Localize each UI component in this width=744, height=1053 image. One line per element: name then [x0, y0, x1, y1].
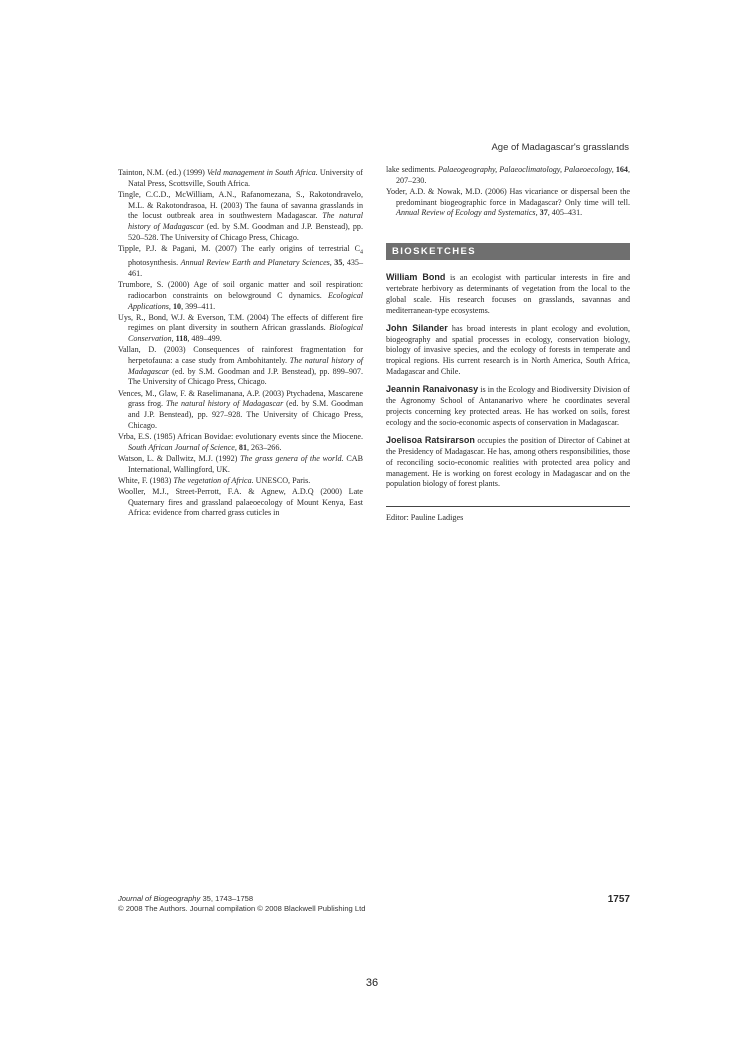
reference-text: The natural history of Madagascar — [128, 356, 364, 376]
divider-rule — [386, 506, 630, 507]
reference-text: , 207–230. — [396, 165, 630, 185]
reference-text: Watson, L. & Dallwitz, M.J. (1992) — [118, 453, 241, 463]
biosketch-text: occupies the position of Director of Cabinet at the Presidency of Madagascar. He has, among others responsibilities, those of reconciling socio-economic realities with protected area policy and management. He is working on forest ecology in Madagascar and on the population biology of forest plants. — [386, 435, 630, 489]
biosketch-entry — [386, 272, 630, 317]
reference-text: 81 — [238, 442, 247, 452]
reference-text: The natural history of Madagascar — [165, 399, 284, 409]
reference-text: Tainton, N.M. (ed.) (1999) — [118, 168, 207, 177]
reference-text: Wooller, M.J., Street-Perrott, F.A. & Agnew, A.D.Q (2000) Late Quaternary fires and grassland palaeoecology of Mount Kenya, East Africa: evidence from charred grass cuticles in — [118, 487, 363, 518]
running-head: Age of Madagascar's grasslands — [491, 142, 629, 153]
journal-volume-pages: 35, 1743–1758 — [200, 894, 254, 903]
reference-entry — [118, 432, 363, 453]
reference-text: Yoder, A.D. & Nowak, M.D. (2006) Has vicariance or dispersal been the predominant biogeographic force in Madagascar? Only time will tell. — [386, 186, 630, 207]
reference-text: 10 — [172, 301, 182, 311]
reference-text: Ecological Applications, — [128, 290, 363, 311]
biosketch-entry — [386, 435, 630, 491]
reference-entry — [118, 244, 363, 280]
biosketch-text: is an ecologist with particular interests in fire and vertebrate herbivory as determinants of vegetation from the local to the global scale. His research focuses on grasslands, savannas and mediterranean-type ecosystems. — [386, 273, 630, 315]
reference-text: , 489–499. — [187, 334, 222, 344]
reference-text: The grass genera of the world. — [240, 453, 344, 463]
reference-text: , 435–461. — [128, 258, 364, 278]
reference-entry — [118, 190, 363, 244]
references-right-column — [386, 165, 630, 219]
scan-page-number: 36 — [365, 977, 379, 989]
reference-text: photosynthesis. — [128, 258, 181, 268]
right-column — [386, 165, 630, 522]
biosketches-list — [386, 272, 630, 490]
reference-entry — [386, 187, 630, 219]
reference-text: 37 — [539, 208, 548, 218]
reference-text: 4 — [360, 249, 363, 256]
biosketch-entry — [386, 323, 630, 379]
reference-text: Trumbore, S. (2000) Age of soil organic matter and soil respiration: radiocarbon constraints on belowground C dynamics. — [118, 280, 363, 300]
reference-text: CAB International, Wallingford, UK. — [128, 453, 363, 474]
reference-text: , 263–266. — [247, 442, 282, 452]
page-footer — [118, 894, 630, 914]
reference-entry — [118, 345, 363, 388]
reference-entry — [118, 280, 363, 312]
reference-entry — [386, 165, 630, 186]
biosketch-text: has broad interests in plant ecology and evolution, biogeography and spatial processes in ecology, conservation biology, biology of invasive species, and the ecology of forests in temperate and tropical regions. His current research is in North America, South Africa, Madagascar and Chile. — [386, 323, 630, 377]
biosketch-name: John Silander — [386, 322, 448, 333]
reference-text: Palaeogeography, Palaeoclimatology, Palaeoecology, — [438, 165, 614, 174]
reference-text: White, F. (1983) — [118, 475, 174, 485]
reference-entry — [118, 476, 363, 487]
reference-text: Vallan, D. (2003) Consequences of rainforest fragmentation for herpetofauna: a case study from Ambohitantely. — [118, 345, 363, 366]
reference-text: The natural history of Madagascar — [128, 211, 364, 232]
reference-text: (ed. by S.M. Goodman and J.P. Benstead), pp. 899–907. The University of Chicago Press, Chicago. — [128, 366, 363, 387]
reference-text: Annual Review Earth and Planetary Sciences, — [180, 258, 332, 268]
reference-text: , 405–431. — [547, 208, 583, 218]
reference-text: Veld management in South Africa. — [206, 168, 318, 177]
copyright-line: © 2008 The Authors. Journal compilation © 2008 Blackwell Publishing Ltd — [118, 904, 366, 913]
reference-text: University of Natal Press, Scottsville, South Africa. — [128, 168, 363, 188]
reference-text: lake sediments. — [386, 165, 439, 174]
editor-line: Editor: Pauline Ladiges — [386, 513, 464, 523]
reference-text: 118 — [175, 334, 188, 344]
reference-entry — [118, 454, 363, 475]
reference-text: , 399–411. — [181, 301, 216, 311]
reference-text: Vrba, E.S. (1985) African Bovidae: evolutionary events since the Miocene. — [118, 431, 363, 441]
reference-text: 164 — [615, 165, 628, 174]
reference-text: UNESCO, Paris. — [253, 475, 311, 485]
reference-text: Tingle, C.C.D., McWilliam, A.N., Rafanomezana, S., Rakotondravelo, M.L. & Rakotondrasoa, H. (2003) The fauna of savanna grasslands in the locust outbreak area in southwestern Madagascar. — [118, 189, 363, 221]
references-left-column — [118, 168, 363, 520]
page-number: 1757 — [607, 894, 630, 905]
journal-name: Journal of Biogeography — [118, 894, 201, 903]
reference-text: (ed. by S.M. Goodman and J.P. Benstead), pp. 927–928. The University of Chicago Press, Chicago. — [128, 399, 363, 430]
biosketch-name: Joelisoa Ratsirarson — [386, 434, 475, 445]
reference-text: Vences, M., Glaw, F. & Raselimanana, A.P. (2003) Ptychadena, Mascarene grass frog. — [118, 388, 363, 409]
biosketches-heading: BIOSKETCHES — [386, 243, 630, 260]
biosketch-name: William Bond — [386, 272, 446, 283]
reference-text: Biological Conservation, — [128, 323, 363, 344]
reference-text: Annual Review of Ecology and Systematics, — [396, 208, 538, 218]
reference-text: 35 — [334, 258, 343, 268]
biosketch-name: Jeannin Ranaivonasy — [386, 384, 479, 395]
journal-citation — [118, 894, 630, 904]
reference-text: Tipple, P.J. & Pagani, M. (2007) The early origins of terrestrial C — [118, 243, 360, 253]
reference-text: The vegetation of Africa. — [173, 475, 254, 485]
reference-entry — [118, 487, 363, 519]
reference-entry — [118, 313, 363, 345]
reference-text: (ed. by S.M. Goodman and J.P. Benstead), pp. 520–528. The University of Chicago Press, Chicago. — [128, 222, 363, 242]
biosketch-text: is in the Ecology and Biodiversity Division of the Agronomy School of Antananarivo where he coordinates several projects concerning key protected areas. He has worked on soils, forest ecology and the socio-economic aspects of conservation in Madagascar. — [386, 385, 630, 427]
reference-text: South African Journal of Science, — [128, 442, 237, 452]
reference-text: Uys, R., Bond, W.J. & Everson, T.M. (2004) The effects of different fire regimes on plant diversity in southern African grasslands. — [118, 312, 363, 333]
reference-entry — [118, 168, 363, 189]
reference-entry — [118, 389, 363, 432]
biosketch-entry — [386, 384, 630, 429]
